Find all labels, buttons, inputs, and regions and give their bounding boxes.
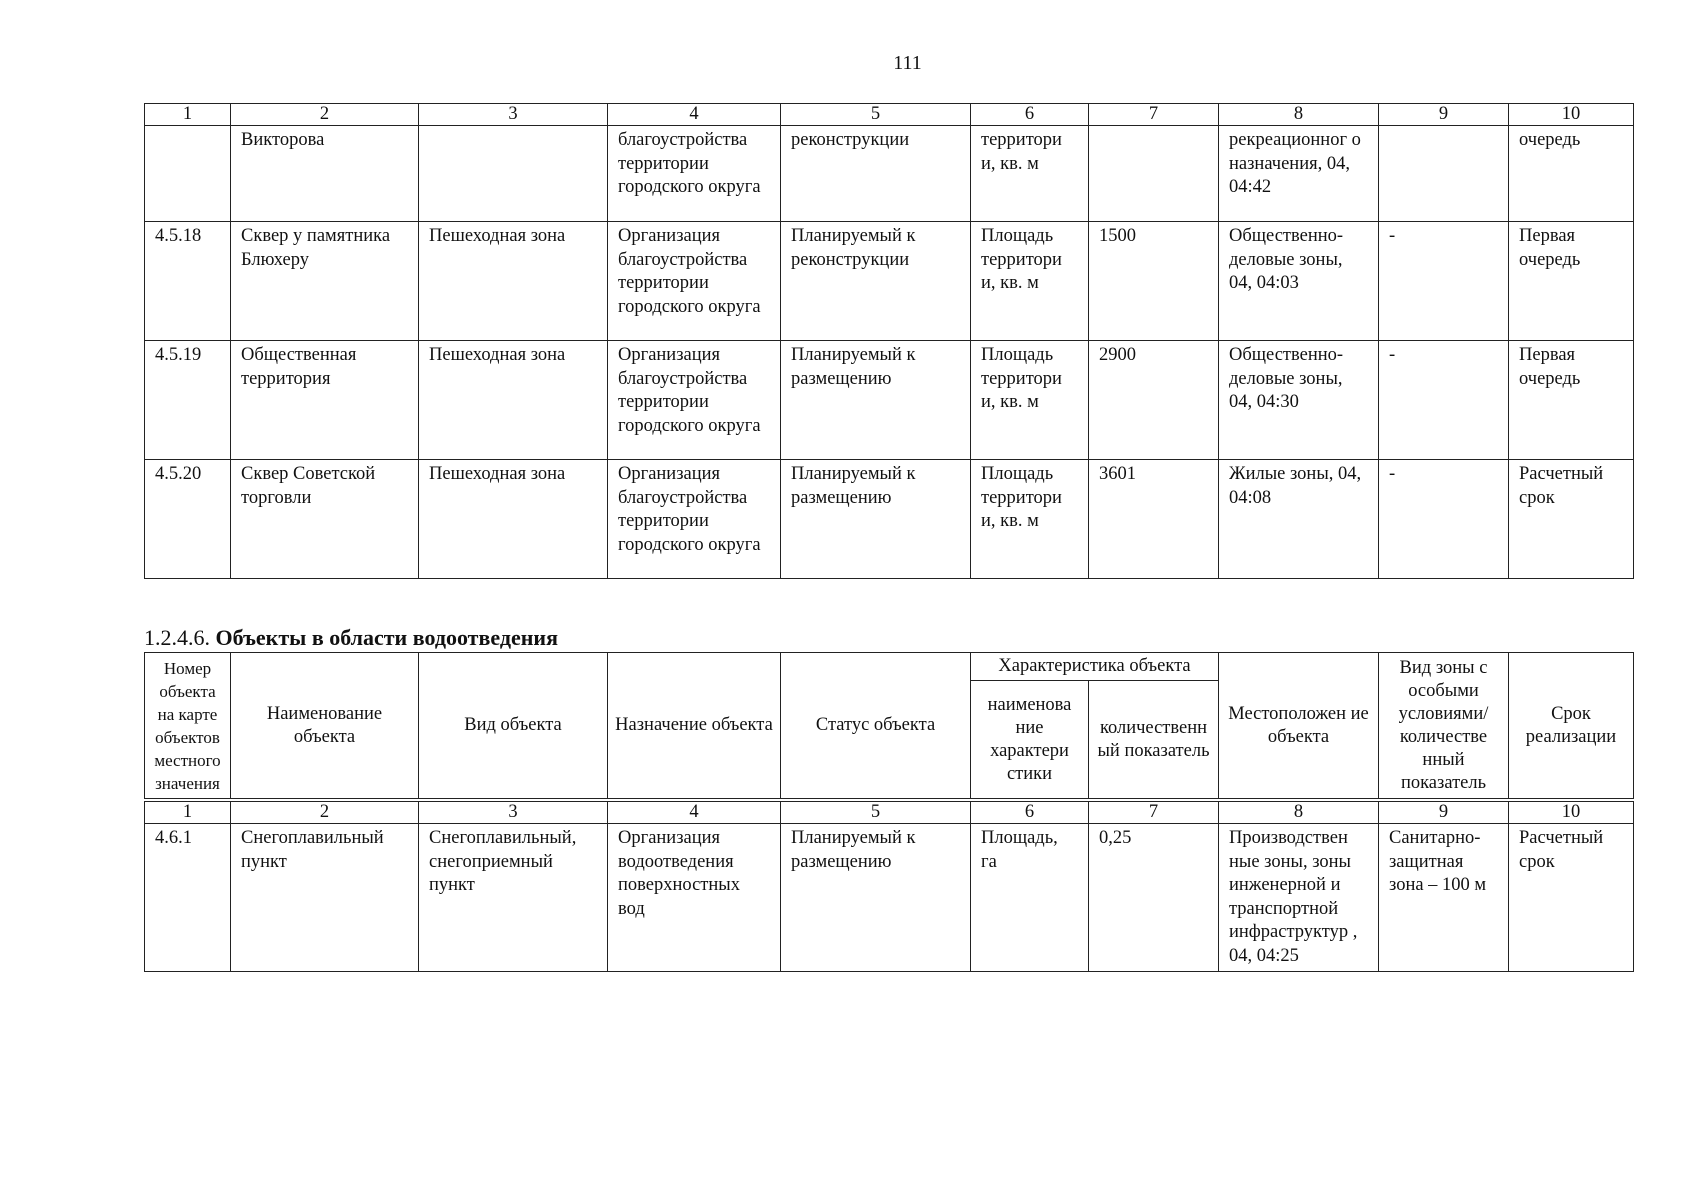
table-row <box>145 460 1634 579</box>
header-characteristic-value: количественн ый показатель <box>1089 681 1219 799</box>
header-object-location: Местоположен ие объекта <box>1219 653 1379 799</box>
object-type: Пешеходная зона <box>419 460 608 579</box>
section-title: Объекты в области водоотведения <box>215 625 558 650</box>
object-purpose: благоустройства территории городского округа <box>608 126 781 222</box>
special-zone: Санитарно-защитная зона – 100 м <box>1379 824 1509 972</box>
object-location: Общественно-деловые зоны, 04, 04:30 <box>1219 341 1379 460</box>
column-number: 7 <box>1089 802 1219 824</box>
header-characteristic-name: наименова ние характери стики <box>971 681 1089 799</box>
object-number: 4.5.18 <box>145 222 231 341</box>
table-row <box>145 222 1634 341</box>
object-purpose: Организация благоустройства территории городского округа <box>608 341 781 460</box>
object-status: Планируемый к размещению <box>781 460 971 579</box>
column-number: 10 <box>1509 104 1634 126</box>
implementation-term: очередь <box>1509 126 1634 222</box>
sewerage-objects-table <box>144 652 1634 972</box>
object-location: Общественно-деловые зоны, 04, 04:03 <box>1219 222 1379 341</box>
object-type: Пешеходная зона <box>419 222 608 341</box>
object-name: Общественная территория <box>231 341 419 460</box>
column-number: 6 <box>971 104 1089 126</box>
characteristic-name: Площадь, га <box>971 824 1089 972</box>
object-status: Планируемый к реконструкции <box>781 222 971 341</box>
column-number: 4 <box>608 104 781 126</box>
special-zone: - <box>1379 222 1509 341</box>
characteristic-name: Площадь территори и, кв. м <box>971 222 1089 341</box>
object-number: 4.6.1 <box>145 824 231 972</box>
object-type: Пешеходная зона <box>419 341 608 460</box>
header-object-name: Наименование объекта <box>231 653 419 799</box>
special-zone: - <box>1379 460 1509 579</box>
characteristic-value: 0,25 <box>1089 824 1219 972</box>
column-number: 3 <box>419 802 608 824</box>
column-number: 8 <box>1219 104 1379 126</box>
object-type: Снегоплавильный, снегоприемный пункт <box>419 824 608 972</box>
header-characteristic-group: Характеристика объекта <box>971 653 1219 681</box>
column-number: 5 <box>781 802 971 824</box>
object-location: Производствен ные зоны, зоны инженерной и транспортной инфраструктур , 04, 04:25 <box>1219 824 1379 972</box>
object-name: Снегоплавильный пункт <box>231 824 419 972</box>
column-number: 4 <box>608 802 781 824</box>
special-zone <box>1379 126 1509 222</box>
page-number: 111 <box>893 52 922 74</box>
column-number: 6 <box>971 802 1089 824</box>
special-zone: - <box>1379 341 1509 460</box>
column-number: 1 <box>145 104 231 126</box>
column-number-row <box>145 104 1634 126</box>
header-implementation-term: Срок реализации <box>1509 653 1634 799</box>
implementation-term: Первая очередь <box>1509 341 1634 460</box>
object-status: Планируемый к размещению <box>781 824 971 972</box>
column-number: 9 <box>1379 802 1509 824</box>
object-name: Викторова <box>231 126 419 222</box>
column-number: 8 <box>1219 802 1379 824</box>
table-row <box>145 341 1634 460</box>
object-number <box>145 126 231 222</box>
column-number: 2 <box>231 802 419 824</box>
object-purpose: Организация благоустройства территории городского округа <box>608 222 781 341</box>
table-header-row <box>145 653 1634 681</box>
table-row <box>145 126 1634 222</box>
implementation-term: Расчетный срок <box>1509 824 1634 972</box>
header-object-purpose: Назначение объекта <box>608 653 781 799</box>
header-object-type: Вид объекта <box>419 653 608 799</box>
objects-table-continued <box>144 103 1634 579</box>
object-purpose: Организация водоотведения поверхностных вод <box>608 824 781 972</box>
section-number: 1.2.4.6. <box>144 625 210 650</box>
object-location: рекреационног о назначения, 04, 04:42 <box>1219 126 1379 222</box>
column-number: 9 <box>1379 104 1509 126</box>
object-location: Жилые зоны, 04, 04:08 <box>1219 460 1379 579</box>
object-name: Сквер Советской торговли <box>231 460 419 579</box>
header-object-number: Номер объекта на карте объектов местного значения <box>145 653 231 799</box>
column-number: 5 <box>781 104 971 126</box>
section-heading <box>144 625 558 651</box>
object-status: реконструкции <box>781 126 971 222</box>
object-type <box>419 126 608 222</box>
object-purpose: Организация благоустройства территории городского округа <box>608 460 781 579</box>
characteristic-name: территори и, кв. м <box>971 126 1089 222</box>
implementation-term: Первая очередь <box>1509 222 1634 341</box>
characteristic-value: 3601 <box>1089 460 1219 579</box>
object-name: Сквер у памятника Блюхеру <box>231 222 419 341</box>
characteristic-name: Площадь территори и, кв. м <box>971 341 1089 460</box>
column-number: 3 <box>419 104 608 126</box>
column-number: 1 <box>145 802 231 824</box>
characteristic-value <box>1089 126 1219 222</box>
object-number: 4.5.19 <box>145 341 231 460</box>
header-special-zone: Вид зоны с особыми условиями/ количестве нный показатель <box>1379 653 1509 799</box>
table-row <box>145 824 1634 972</box>
column-number: 10 <box>1509 802 1634 824</box>
column-number: 2 <box>231 104 419 126</box>
object-status: Планируемый к размещению <box>781 341 971 460</box>
implementation-term: Расчетный срок <box>1509 460 1634 579</box>
characteristic-value: 1500 <box>1089 222 1219 341</box>
column-number: 7 <box>1089 104 1219 126</box>
header-object-status: Статус объекта <box>781 653 971 799</box>
object-number: 4.5.20 <box>145 460 231 579</box>
characteristic-name: Площадь территори и, кв. м <box>971 460 1089 579</box>
characteristic-value: 2900 <box>1089 341 1219 460</box>
column-number-row <box>145 802 1634 824</box>
